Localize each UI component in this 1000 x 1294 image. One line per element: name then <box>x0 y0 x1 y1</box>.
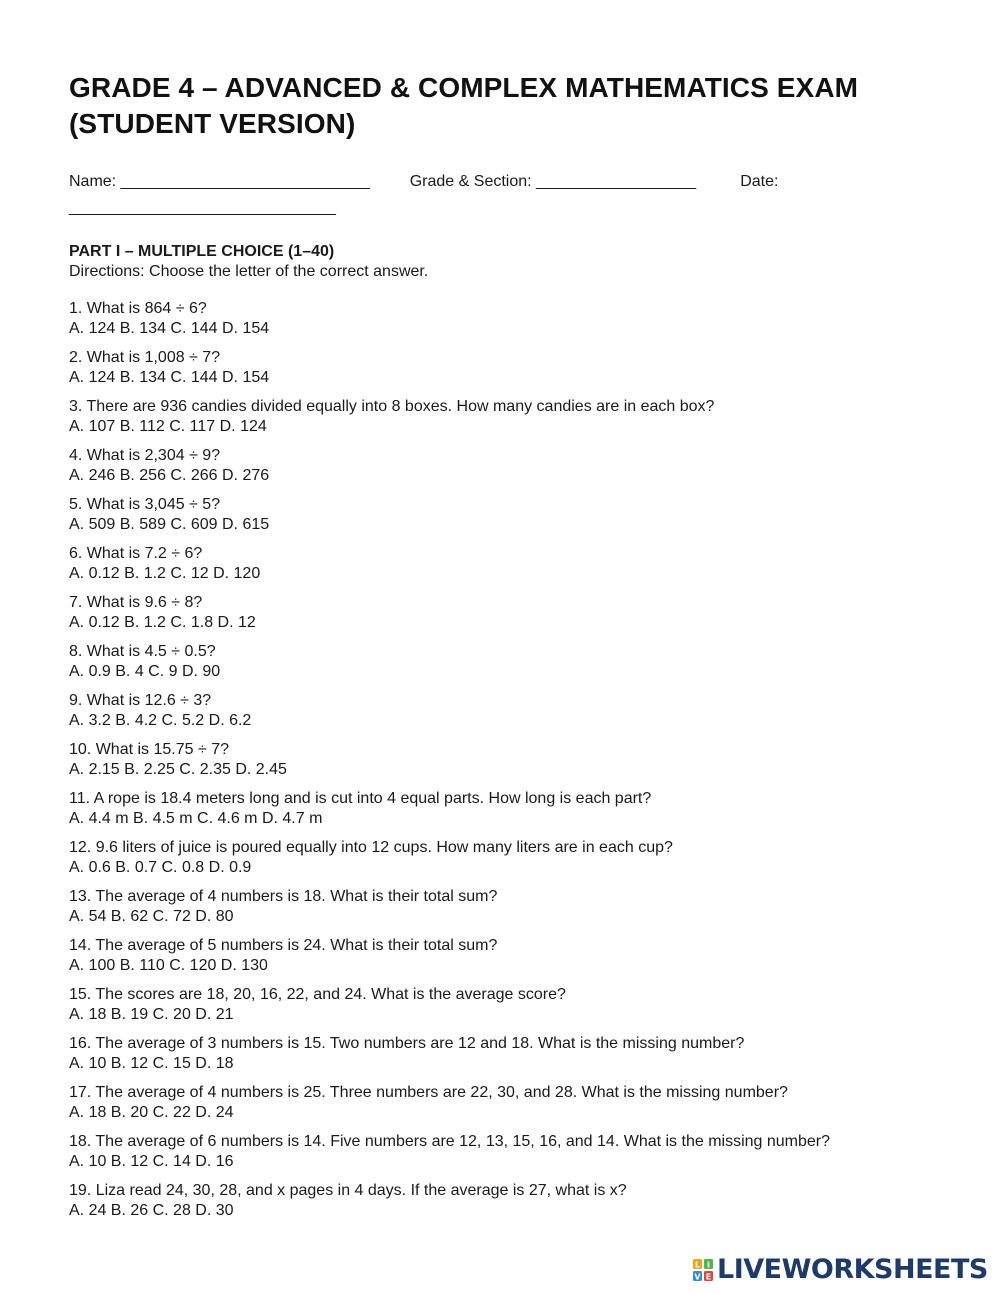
question-stem: 13. The average of 4 numbers is 18. What is their total sum? <box>69 888 498 905</box>
question-choices: A. 509 B. 589 C. 609 D. 615 <box>69 516 270 533</box>
question-stem: 1. What is 864 ÷ 6? <box>69 300 207 317</box>
liveworksheets-logo-icon <box>692 1258 714 1282</box>
part-one-section <box>69 242 949 282</box>
question-choices: A. 0.9 B. 4 C. 9 D. 90 <box>69 663 221 680</box>
svg-text:L: L <box>694 1260 701 1270</box>
question-choices: A. 10 B. 12 C. 15 D. 18 <box>69 1055 234 1072</box>
question-choices: A. 100 B. 110 C. 120 D. 130 <box>69 957 268 974</box>
question-choices: A. 124 B. 134 C. 144 D. 154 <box>69 369 270 386</box>
exam-title: GRADE 4 – ADVANCED & COMPLEX MATHEMATICS EXAM (STUDENT VERSION) <box>69 72 859 139</box>
question-item <box>69 642 949 682</box>
question-item <box>69 691 949 731</box>
question-choices: A. 0.6 B. 0.7 C. 0.8 D. 0.9 <box>69 859 252 876</box>
student-info-fields <box>69 170 949 220</box>
part-title: PART I – MULTIPLE CHOICE (1–40) <box>69 243 335 260</box>
question-item <box>69 397 949 437</box>
question-item <box>69 593 949 633</box>
question-item <box>69 544 949 584</box>
question-choices: A. 124 B. 134 C. 144 D. 154 <box>69 320 270 337</box>
question-stem: 14. The average of 5 numbers is 24. What is their total sum? <box>69 937 498 954</box>
directions-text: Directions: Choose the letter of the correct answer. <box>69 263 429 280</box>
question-choices: A. 2.15 B. 2.25 C. 2.35 D. 2.45 <box>69 761 287 778</box>
grade-section-field[interactable]: Grade & Section: __________________ <box>409 173 697 190</box>
question-item <box>69 495 949 535</box>
question-item <box>69 299 949 339</box>
question-list <box>69 299 949 1221</box>
question-item <box>69 789 949 829</box>
question-choices: A. 24 B. 26 C. 28 D. 30 <box>69 1202 234 1219</box>
name-field[interactable]: Name: ____________________________ <box>69 173 370 190</box>
question-item <box>69 838 949 878</box>
question-stem: 15. The scores are 18, 20, 16, 22, and 24. What is the average score? <box>69 986 566 1003</box>
liveworksheets-logo <box>692 1256 988 1284</box>
date-label: Date: <box>740 173 779 190</box>
question-stem: 7. What is 9.6 ÷ 8? <box>69 594 203 611</box>
svg-text:I: I <box>707 1260 710 1270</box>
liveworksheets-logo-text: LIVEWORKSHEETS <box>717 1254 988 1285</box>
question-item <box>69 1132 949 1172</box>
question-item <box>69 936 949 976</box>
exam-page <box>69 70 949 1230</box>
question-choices: A. 0.12 B. 1.2 C. 12 D. 120 <box>69 565 261 582</box>
question-item <box>69 446 949 486</box>
question-choices: A. 18 B. 20 C. 22 D. 24 <box>69 1104 234 1121</box>
question-stem: 4. What is 2,304 ÷ 9? <box>69 447 221 464</box>
question-choices: A. 107 B. 112 C. 117 D. 124 <box>69 418 267 435</box>
question-stem: 18. The average of 6 numbers is 14. Five numbers are 12, 13, 15, 16, and 14. What is the missing number? <box>69 1133 831 1150</box>
question-stem: 16. The average of 3 numbers is 15. Two numbers are 12 and 18. What is the missing number? <box>69 1035 745 1052</box>
student-info-row <box>69 170 949 194</box>
question-item <box>69 1083 949 1123</box>
question-stem: 11. A rope is 18.4 meters long and is cut into 4 equal parts. How long is each part? <box>69 790 652 807</box>
question-stem: 9. What is 12.6 ÷ 3? <box>69 692 212 709</box>
question-item <box>69 1034 949 1074</box>
question-stem: 2. What is 1,008 ÷ 7? <box>69 349 221 366</box>
question-stem: 19. Liza read 24, 30, 28, and x pages in 4 days. If the average is 27, what is x? <box>69 1182 627 1199</box>
question-choices: A. 246 B. 256 C. 266 D. 276 <box>69 467 270 484</box>
question-item <box>69 887 949 927</box>
question-choices: A. 10 B. 12 C. 14 D. 16 <box>69 1153 234 1170</box>
question-choices: A. 0.12 B. 1.2 C. 1.8 D. 12 <box>69 614 256 631</box>
question-stem: 8. What is 4.5 ÷ 0.5? <box>69 643 216 660</box>
question-choices: A. 4.4 m B. 4.5 m C. 4.6 m D. 4.7 m <box>69 810 323 827</box>
question-choices: A. 18 B. 19 C. 20 D. 21 <box>69 1006 234 1023</box>
date-field[interactable]: ______________________________ <box>69 199 336 216</box>
svg-text:E: E <box>705 1272 712 1282</box>
question-choices: A. 3.2 B. 4.2 C. 5.2 D. 6.2 <box>69 712 252 729</box>
question-item <box>69 985 949 1025</box>
question-item <box>69 1181 949 1221</box>
question-stem: 6. What is 7.2 ÷ 6? <box>69 545 203 562</box>
question-item <box>69 348 949 388</box>
question-stem: 17. The average of 4 numbers is 25. Three numbers are 22, 30, and 28. What is the missing number? <box>69 1084 788 1101</box>
question-stem: 12. 9.6 liters of juice is poured equally into 12 cups. How many liters are in each cup? <box>69 839 673 856</box>
question-item <box>69 740 949 780</box>
question-choices: A. 54 B. 62 C. 72 D. 80 <box>69 908 234 925</box>
question-stem: 5. What is 3,045 ÷ 5? <box>69 496 221 513</box>
question-stem: 3. There are 936 candies divided equally into 8 boxes. How many candies are in each box? <box>69 398 715 415</box>
svg-text:V: V <box>694 1272 701 1282</box>
question-stem: 10. What is 15.75 ÷ 7? <box>69 741 229 758</box>
